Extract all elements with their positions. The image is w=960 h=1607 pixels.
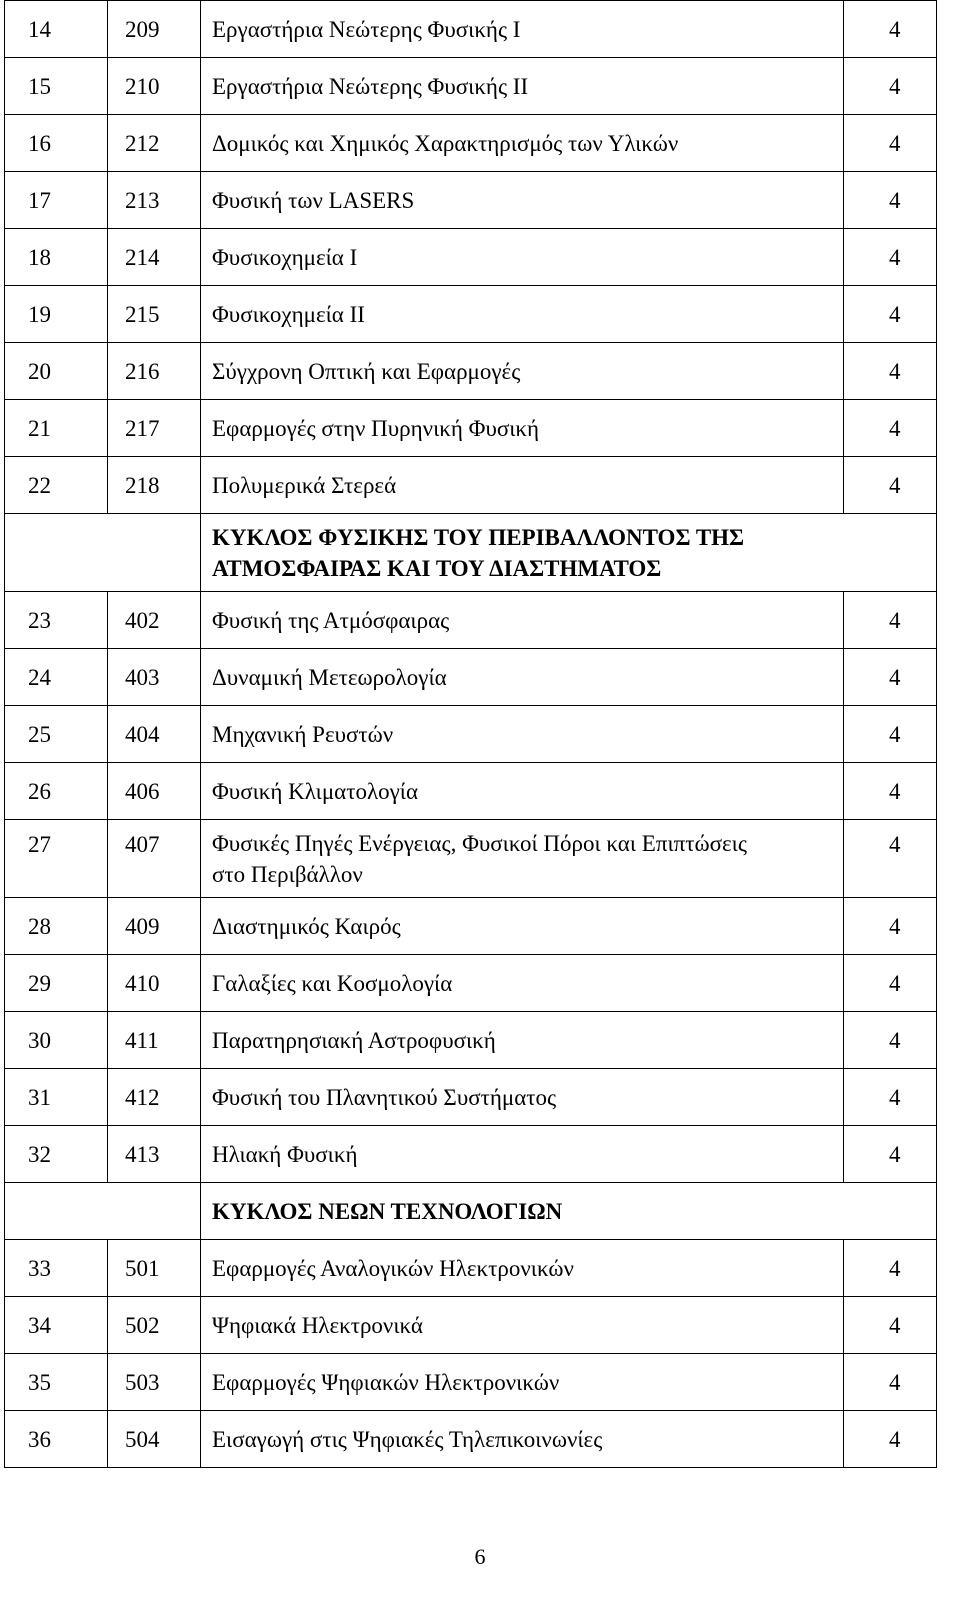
row-number: 19 — [5, 286, 108, 343]
course-title: Ψηφιακά Ηλεκτρονικά — [201, 1297, 844, 1354]
table-row — [5, 592, 937, 649]
table-row — [5, 1012, 937, 1069]
course-code: 402 — [108, 592, 201, 649]
page-number: 6 — [474, 1544, 486, 1569]
course-title: Πολυμερικά Στερεά — [201, 457, 844, 514]
course-title-line: στο Περιβάλλον — [212, 861, 363, 887]
course-credits: 4 — [844, 1297, 937, 1354]
course-credits: 4 — [844, 955, 937, 1012]
course-code: 502 — [108, 1297, 201, 1354]
row-number: 33 — [5, 1240, 108, 1297]
table-row — [5, 898, 937, 955]
row-number: 27 — [5, 820, 108, 898]
table-row — [5, 115, 937, 172]
table-row — [5, 343, 937, 400]
course-title: Μηχανική Ρευστών — [201, 706, 844, 763]
row-number: 23 — [5, 592, 108, 649]
table-row — [5, 229, 937, 286]
course-credits: 4 — [844, 1126, 937, 1183]
course-credits: 4 — [844, 457, 937, 514]
course-credits: 4 — [844, 1411, 937, 1468]
row-number: 28 — [5, 898, 108, 955]
course-title: Ηλιακή Φυσική — [201, 1126, 844, 1183]
row-number: 35 — [5, 1354, 108, 1411]
table-row — [5, 286, 937, 343]
course-credits: 4 — [844, 286, 937, 343]
course-title: Φυσικοχημεία ΙΙ — [201, 286, 844, 343]
table-row — [5, 172, 937, 229]
table-row — [5, 1411, 937, 1468]
row-number: 36 — [5, 1411, 108, 1468]
table-row — [5, 58, 937, 115]
row-number: 17 — [5, 172, 108, 229]
course-credits: 4 — [844, 115, 937, 172]
row-number: 15 — [5, 58, 108, 115]
table-row — [5, 457, 937, 514]
table-row — [5, 1297, 937, 1354]
course-title: Εισαγωγή στις Ψηφιακές Τηλεπικοινωνίες — [201, 1411, 844, 1468]
course-title: Δυναμική Μετεωρολογία — [201, 649, 844, 706]
table-row — [5, 820, 937, 898]
row-number: 24 — [5, 649, 108, 706]
course-code: 216 — [108, 343, 201, 400]
course-code: 501 — [108, 1240, 201, 1297]
course-code: 210 — [108, 58, 201, 115]
table-row — [5, 1240, 937, 1297]
course-credits: 4 — [844, 763, 937, 820]
course-code: 409 — [108, 898, 201, 955]
course-code: 214 — [108, 229, 201, 286]
course-title: Φυσική της Ατμόσφαιρας — [201, 592, 844, 649]
row-number: 29 — [5, 955, 108, 1012]
course-title-line: Φυσικές Πηγές Ενέργειας, Φυσικοί Πόροι και Επιπτώσεις — [212, 830, 747, 856]
section-title-line: ΑΤΜΟΣΦΑΙΡΑΣ ΚΑΙ ΤΟΥ ΔΙΑΣΤΗΜΑΤΟΣ — [212, 555, 662, 581]
course-code: 212 — [108, 115, 201, 172]
course-code: 217 — [108, 400, 201, 457]
row-number: 30 — [5, 1012, 108, 1069]
course-code: 410 — [108, 955, 201, 1012]
course-title: Γαλαξίες και Κοσμολογία — [201, 955, 844, 1012]
empty-cell — [5, 514, 201, 592]
course-code: 404 — [108, 706, 201, 763]
course-code: 209 — [108, 1, 201, 58]
course-code: 218 — [108, 457, 201, 514]
section-header-row — [5, 514, 937, 592]
table-row — [5, 1354, 937, 1411]
row-number: 26 — [5, 763, 108, 820]
course-credits: 4 — [844, 898, 937, 955]
course-credits: 4 — [844, 58, 937, 115]
course-credits: 4 — [844, 400, 937, 457]
course-code: 412 — [108, 1069, 201, 1126]
course-code: 504 — [108, 1411, 201, 1468]
course-credits: 4 — [844, 1012, 937, 1069]
course-title: Φυσική του Πλανητικού Συστήματος — [201, 1069, 844, 1126]
table-row — [5, 1, 937, 58]
row-number: 14 — [5, 1, 108, 58]
course-code: 503 — [108, 1354, 201, 1411]
course-code: 213 — [108, 172, 201, 229]
course-credits: 4 — [844, 592, 937, 649]
course-title: Εφαρμογές Αναλογικών Ηλεκτρονικών — [201, 1240, 844, 1297]
row-number: 18 — [5, 229, 108, 286]
table-row — [5, 1126, 937, 1183]
course-credits: 4 — [844, 229, 937, 286]
row-number: 22 — [5, 457, 108, 514]
course-title: Παρατηρησιακή Αστροφυσική — [201, 1012, 844, 1069]
course-credits: 4 — [844, 343, 937, 400]
course-title: Διαστημικός Καιρός — [201, 898, 844, 955]
course-table — [4, 0, 937, 1468]
course-title: Εργαστήρια Νεώτερης Φυσικής ΙΙ — [201, 58, 844, 115]
section-header-row — [5, 1183, 937, 1240]
course-code: 403 — [108, 649, 201, 706]
course-credits: 4 — [844, 1240, 937, 1297]
course-title: Δομικός και Χημικός Χαρακτηρισμός των Υλικών — [201, 115, 844, 172]
course-title — [201, 820, 844, 898]
course-code: 411 — [108, 1012, 201, 1069]
course-code: 407 — [108, 820, 201, 898]
section-title: ΚΥΚΛΟΣ ΝΕΩΝ ΤΕΧΝΟΛΟΓΙΩΝ — [201, 1183, 937, 1240]
course-credits: 4 — [844, 649, 937, 706]
table-row — [5, 400, 937, 457]
course-credits: 4 — [844, 706, 937, 763]
course-title: Φυσική των LASERS — [201, 172, 844, 229]
table-row — [5, 706, 937, 763]
table-row — [5, 1069, 937, 1126]
section-title-line: ΚΥΚΛΟΣ ΦΥΣΙΚΗΣ ΤΟΥ ΠΕΡΙΒΑΛΛΟΝΤΟΣ ΤΗΣ — [212, 524, 745, 550]
row-number: 32 — [5, 1126, 108, 1183]
row-number: 25 — [5, 706, 108, 763]
course-code: 406 — [108, 763, 201, 820]
course-title: Εφαρμογές στην Πυρηνική Φυσική — [201, 400, 844, 457]
course-credits: 4 — [844, 172, 937, 229]
course-title: Σύγχρονη Οπτική και Εφαρμογές — [201, 343, 844, 400]
empty-cell — [5, 1183, 201, 1240]
row-number: 20 — [5, 343, 108, 400]
course-code: 215 — [108, 286, 201, 343]
table-row — [5, 649, 937, 706]
course-credits: 4 — [844, 1069, 937, 1126]
row-number: 16 — [5, 115, 108, 172]
course-title: Εργαστήρια Νεώτερης Φυσικής Ι — [201, 1, 844, 58]
table-row — [5, 955, 937, 1012]
row-number: 34 — [5, 1297, 108, 1354]
row-number: 21 — [5, 400, 108, 457]
course-credits: 4 — [844, 1354, 937, 1411]
course-code: 413 — [108, 1126, 201, 1183]
course-credits: 4 — [844, 820, 937, 898]
section-title — [201, 514, 937, 592]
table-row — [5, 763, 937, 820]
row-number: 31 — [5, 1069, 108, 1126]
course-credits: 4 — [844, 1, 937, 58]
course-title: Φυσική Κλιματολογία — [201, 763, 844, 820]
course-title: Φυσικοχημεία Ι — [201, 229, 844, 286]
course-title: Εφαρμογές Ψηφιακών Ηλεκτρονικών — [201, 1354, 844, 1411]
